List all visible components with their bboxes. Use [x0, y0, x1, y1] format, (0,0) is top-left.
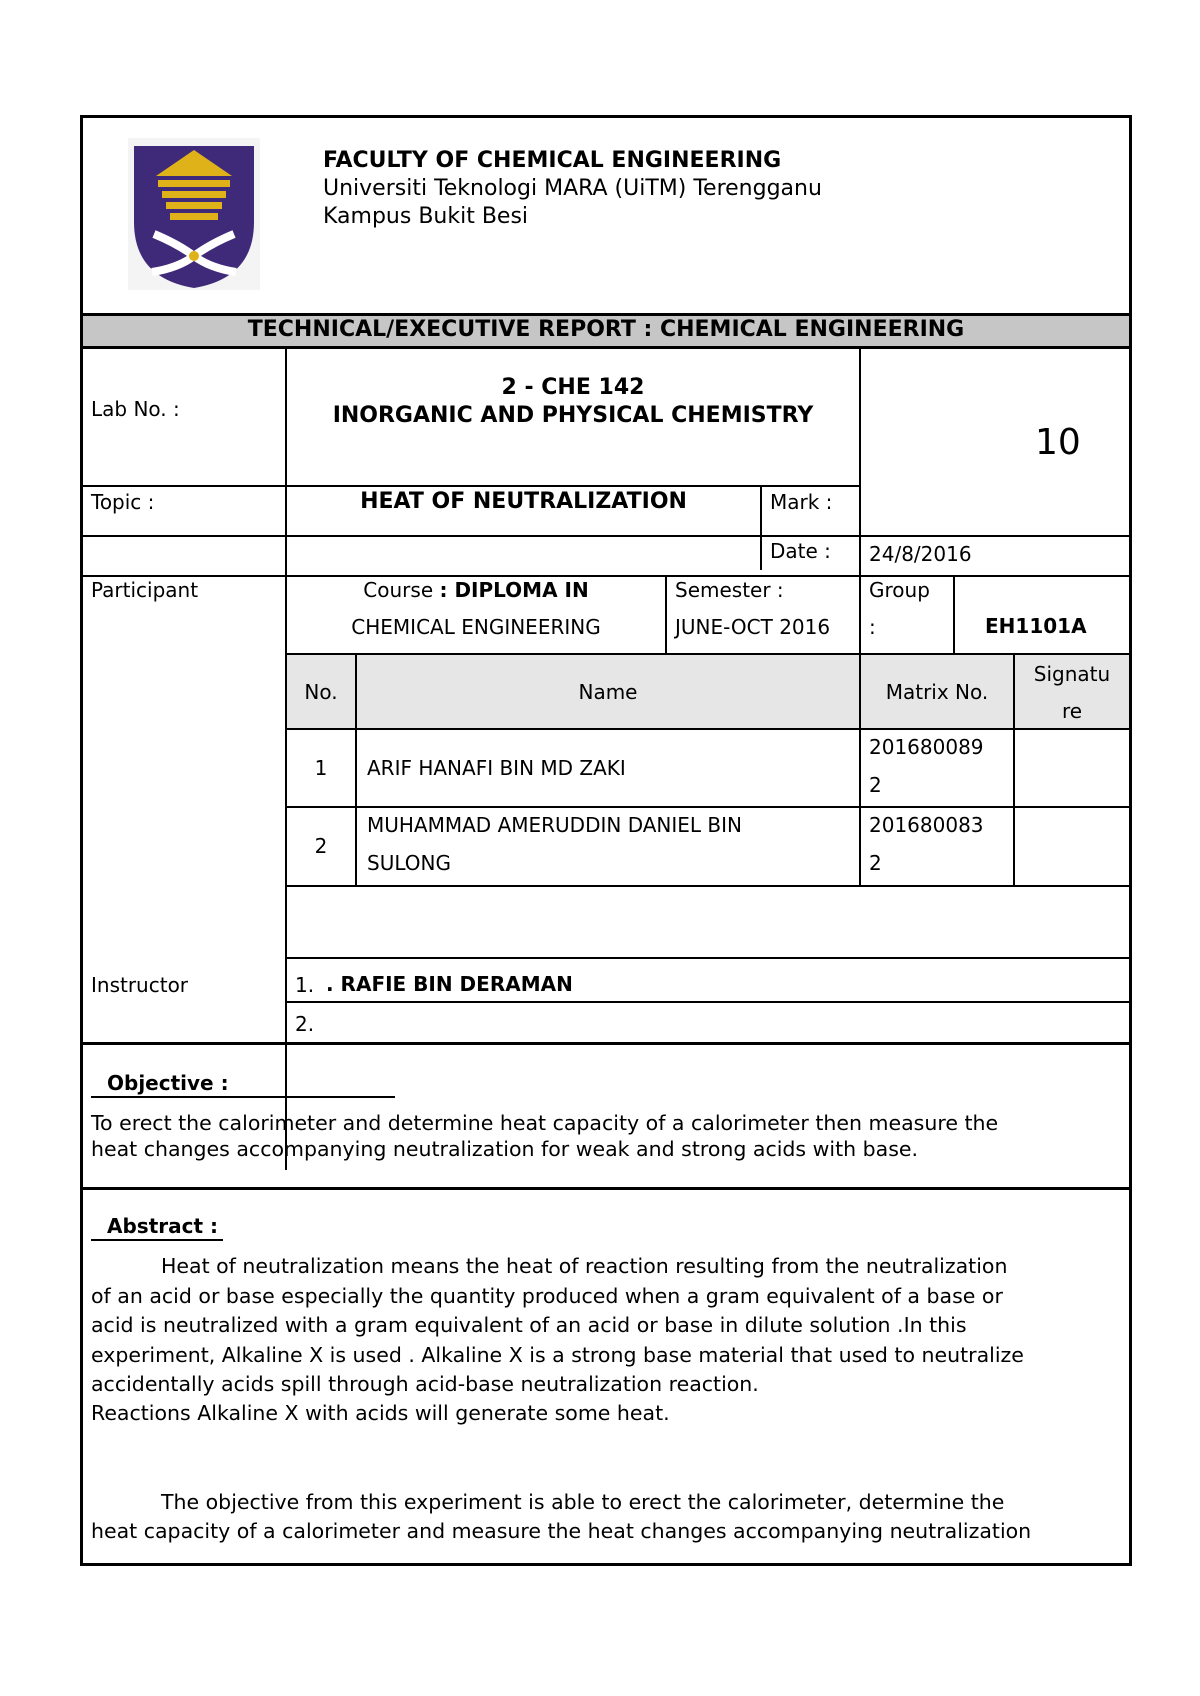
col-header-matrix: Matrix No.	[885, 680, 989, 704]
objective-line: To erect the calorimeter and determine heat capacity of a calorimeter then measure the	[91, 1111, 999, 1135]
row-matrix: 201680089	[869, 735, 984, 759]
col-header-signature-line2: re	[1061, 699, 1083, 723]
abstract-line: Reactions Alkaline X with acids will generate some heat.	[91, 1401, 670, 1425]
uitm-crest-icon	[128, 138, 260, 290]
mark-label: Mark :	[770, 490, 833, 514]
course-value-line1: : DIPLOMA IN	[439, 578, 589, 602]
abstract-heading: Abstract :	[91, 1214, 223, 1241]
semester-value: JUNE-OCT 2016	[675, 615, 831, 639]
abstract-line: experiment, Alkaline X is used . Alkaline X is a strong base material that used to neutralize	[91, 1343, 1024, 1367]
group-label: Group	[869, 578, 930, 602]
instructor-label: Instructor	[91, 973, 189, 997]
row-matrix: 201680083	[869, 813, 984, 837]
abstract-line: of an acid or base especially the quantity produced when a gram equivalent of a base or	[91, 1284, 1003, 1308]
uitm-logo	[128, 138, 260, 290]
participant-label: Participant	[91, 578, 199, 602]
topic-value: HEAT OF NEUTRALIZATION	[360, 489, 687, 514]
faculty-name: FACULTY OF CHEMICAL ENGINEERING	[323, 148, 782, 173]
col-header-signature: Signatu	[1033, 662, 1111, 686]
date-label: Date :	[770, 539, 831, 563]
lab-no-label: Lab No. :	[91, 397, 180, 421]
report-banner: TECHNICAL/EXECUTIVE REPORT : CHEMICAL ENGINEERING	[247, 317, 965, 342]
instructor-2-num: 2.	[295, 1012, 315, 1036]
instructor-1-name: . RAFIE BIN DERAMAN	[326, 972, 573, 996]
abstract-line: acid is neutralized with a gram equivalent of an acid or base in dilute solution .In this	[91, 1313, 967, 1337]
objective-heading: Objective :	[91, 1071, 395, 1098]
abstract-line: accidentally acids spill through acid-base neutralization reaction.	[91, 1372, 759, 1396]
course-label: Course	[363, 578, 434, 602]
row-no: 1	[314, 756, 328, 780]
row-name: ARIF HANAFI BIN MD ZAKI	[367, 756, 626, 780]
lab-course-title: INORGANIC AND PHYSICAL CHEMISTRY	[332, 403, 814, 428]
row-no: 2	[314, 834, 328, 858]
lab-code: 2 - CHE 142	[501, 375, 645, 400]
row-name-line2: SULONG	[367, 851, 451, 875]
topic-label: Topic :	[91, 490, 155, 514]
row-matrix-line2: 2	[869, 773, 882, 797]
semester-label: Semester :	[675, 578, 784, 602]
abstract-line: The objective from this experiment is able to erect the calorimeter, determine the	[161, 1490, 1005, 1514]
col-header-name: Name	[578, 680, 638, 704]
date-value: 24/8/2016	[869, 542, 972, 566]
abstract-line: heat capacity of a calorimeter and measure the heat changes accompanying neutralization	[91, 1519, 1032, 1543]
campus-name: Kampus Bukit Besi	[323, 204, 529, 229]
row-name: MUHAMMAD AMERUDDIN DANIEL BIN	[367, 813, 742, 837]
objective-line: heat changes accompanying neutralization for weak and strong acids with base.	[91, 1137, 919, 1161]
report-cover-frame	[80, 115, 1132, 1566]
abstract-line: Heat of neutralization means the heat of reaction resulting from the neutralization	[161, 1254, 1008, 1278]
col-header-no: No.	[304, 680, 338, 704]
mark-value: 10	[1035, 422, 1081, 463]
group-label-colon: :	[869, 615, 876, 639]
row-matrix-line2: 2	[869, 851, 882, 875]
group-value: EH1101A	[985, 614, 1087, 638]
course-line1	[287, 578, 665, 602]
instructor-1-num: 1.	[295, 973, 315, 997]
course-value-line2: CHEMICAL ENGINEERING	[351, 615, 601, 639]
university-name: Universiti Teknologi MARA (UiTM) Terengganu	[323, 176, 822, 201]
